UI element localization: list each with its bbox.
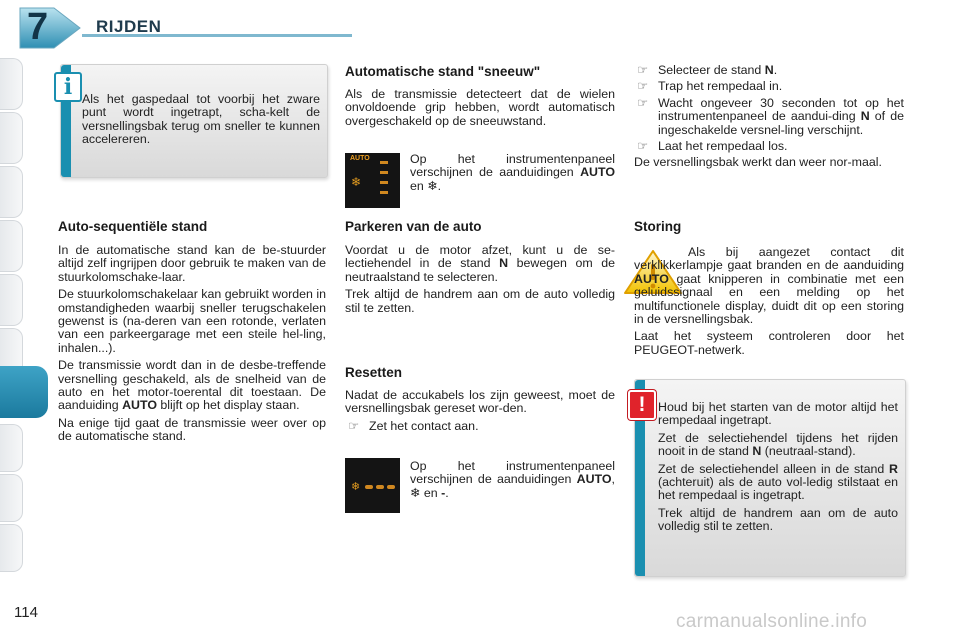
bold-run: AUTO [634,271,669,286]
step-item [634,64,904,77]
auto-sequential-p4: Na enige tijd gaat de transmissie weer over op de automatische stand. [58,415,326,444]
reset-title: Resetten [345,365,403,380]
text-run: Op het instrumentenpaneel verschijnen de aanduidingen [410,459,615,487]
exclamation-icon: ! [628,390,656,420]
pointing-hand-icon: ☞ [637,79,649,94]
side-tab [0,274,23,326]
text-run: bewegen om de neutraalstand te selecteren. [345,256,615,284]
auto-snow-display-icon [345,153,400,208]
bold-run: N [860,109,870,124]
parking-p2: Trek altijd de handrem aan om de auto volledig stil te zetten. [345,287,615,315]
side-tab [0,166,23,218]
auto-sequential-p2: De stuurkolomschakelaar kan gebruikt worden in omstandigheden waarbij sneller terugschakelen gewenst is (na-deren van een rotonde, verlaten van een parkeergarage met een steile hel-ling, inhalen...). [58,287,326,355]
reset-steps [634,64,904,170]
text-run: Zet de selectiehendel tijdens het rijden nooit in de stand [658,430,898,459]
text-run: Zet de selectiehendel alleen in de stand [658,461,890,476]
side-tab [0,524,23,572]
parking-body [345,244,615,319]
fault-p2: Laat het systeem controleren door het PEUGEOT-netwerk. [634,329,904,357]
display-auto-label: AUTO [350,155,370,162]
text-run: Als bij aangezet contact dit verklikkerlampje gaat branden en de aanduiding [634,245,904,273]
auto-flashing-display-icon [345,458,400,513]
reset-bullet-1 [345,420,615,433]
reset-note [410,460,615,500]
side-tab [0,474,23,522]
page-number: 114 [14,604,38,621]
text-run: De transmissie wordt dan in de desbe-treffende versnelling geschakeld, als de snelheid van de auto en het motor-toerental dit toestaan. De aanduiding [58,358,326,413]
bold-run: AUTO [122,398,157,413]
snow-mode-title: Automatische stand "sneeuw" [345,64,541,79]
auto-sequential-title: Auto-sequentiële stand [58,219,208,234]
text-run: Voordat u de motor afzet, kunt u de se-lectiehendel in de stand [345,243,615,271]
auto-sequential-body [58,244,326,448]
text-run: Trap het rempedaal in. [658,79,783,94]
text-run: (achteruit) als de auto vol-ledig stilstaat en het rempedaal is ingetrapt. [658,475,898,503]
header-band [0,0,960,54]
text-run: . [773,63,778,77]
display-dash-2 [376,485,384,489]
text-run: Wacht ongeveer 30 seconden tot op het instrumentenpaneel de aandui-ding [658,95,904,124]
fault-body [634,246,904,361]
text-run: of de ingeschakelde versnel-ling verschijnt. [658,109,904,137]
side-tab [0,58,23,110]
text-run: Selecteer de stand [658,63,765,77]
side-tab-active [0,366,48,418]
text-run: en ❄. [410,178,442,193]
warning-p4: Trek altijd de handrem aan om de auto volledig stil te zetten. [658,505,898,534]
text-run: , ❄ en [410,472,615,500]
fault-title: Storing [634,219,682,234]
fault-p1 [634,246,904,326]
step-item [634,80,904,93]
pointing-hand-icon: ☞ [637,95,649,110]
side-tab [0,424,23,472]
steps-after: De versnellingsbak werkt dan weer nor-maal. [634,155,882,170]
bold-run: AUTO [576,472,612,487]
reset-body [345,389,615,436]
side-tab [0,112,23,164]
auto-sequential-p1: In de automatische stand kan de be-stuurder altijd zelf ingrijpen door gebruik te maken van de stuurkolomschake-laar. [58,243,326,284]
bold-run: N [752,444,762,459]
page-title: RIJDEN [96,17,162,36]
text-run: blijft op het display staan. [156,398,300,413]
warning-text [658,401,898,538]
info-text: Als het gaspedaal tot voorbij het zware punt wordt ingetrapt, scha-kelt de versnellingsbak terug om sneller te kunnen accelereren. [82,92,320,147]
step-item [634,97,904,137]
display-snow-symbol: ❄ [351,175,362,189]
display-snow-symbol: ❄ [351,481,361,493]
reset-p1: Nadat de accukabels los zijn geweest, moet de versnellingsbak gereset wor-den. [345,388,615,416]
bullet-text: Zet het contact aan. [369,418,479,433]
text-run: Op het instrumentenpaneel verschijnen de aanduidingen [410,152,615,180]
text-run: Laat het rempedaal los. [658,139,788,154]
warning-p2 [658,432,898,459]
snow-mode-note [410,153,615,193]
snow-mode-p1: Als de transmissie detecteert dat de wielen onvoldoende grip hebben, wordt automatisch overgeschakeld op de sneeuwstand. [345,87,615,128]
bold-run: N [764,63,774,77]
warning-p3 [658,463,898,503]
bold-run: N [499,256,509,271]
auto-sequential-p3 [58,359,326,413]
text-run: (neutraal-stand). [761,444,856,459]
text-run: . [445,485,449,500]
pointing-hand-icon: ☞ [637,139,649,154]
parking-p1 [345,244,615,284]
display-dash-3 [387,485,395,489]
pointing-hand-icon: ☞ [348,418,360,433]
display-gear-column [380,161,388,197]
bold-run: R [889,461,898,476]
info-icon: i [54,72,82,102]
parking-title: Parkeren van de auto [345,219,482,234]
bold-run: AUTO [580,165,615,180]
display-dash-1 [365,485,373,489]
warning-p1: Houd bij het starten van de motor altijd het rempedaal ingetrapt. [658,400,898,428]
chapter-number-badge [14,4,84,52]
step-item [634,140,904,153]
side-tab [0,220,23,272]
watermark: carmanualsonline.info [676,611,868,632]
bold-run: - [441,485,446,500]
pointing-hand-icon: ☞ [637,63,649,77]
chapter-number: 7 [27,6,49,48]
text-run: gaat knipperen in combinatie met een geluidssignaal en een melding op het multifunctionele display, duidt dit op een storing in de versnellingsbak. [634,271,904,327]
